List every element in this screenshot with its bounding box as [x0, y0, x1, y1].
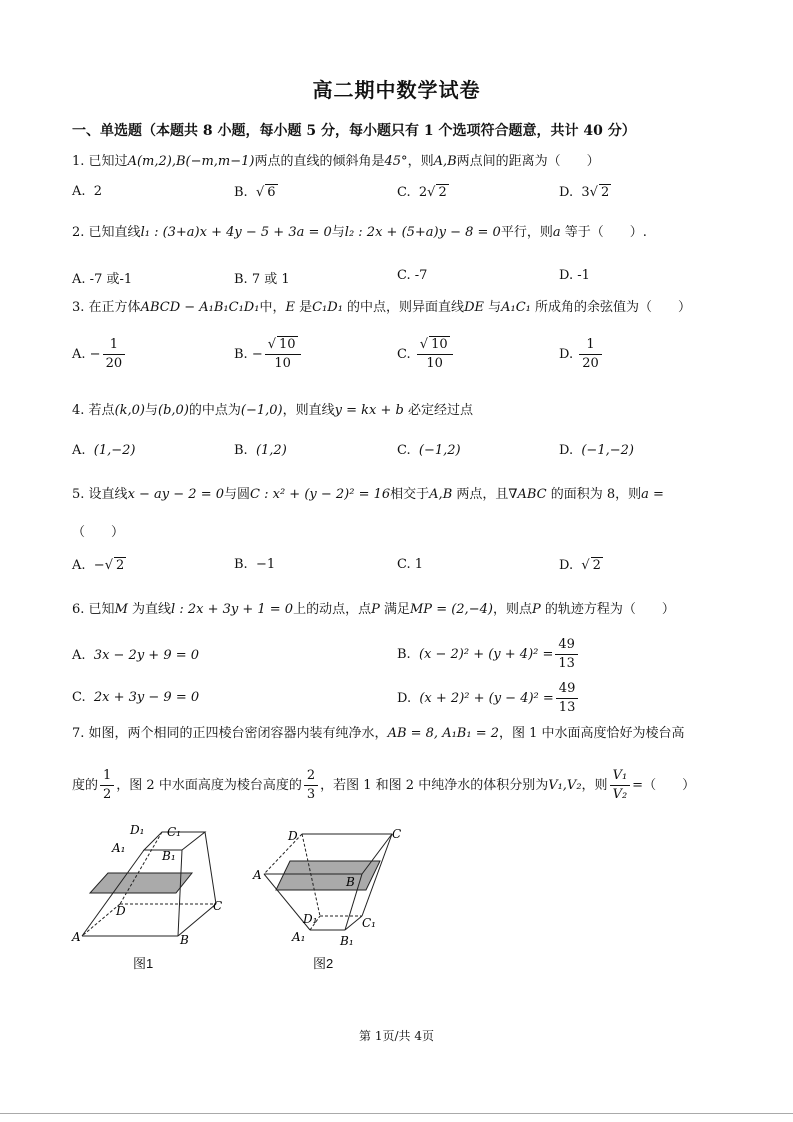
figure-2-caption: 图2	[313, 956, 334, 971]
fig1-label-d1: D₁	[130, 823, 145, 837]
q6-option-a[interactable]: A. 3x − 2y + 9 = 0	[72, 648, 200, 663]
q5-option-c[interactable]: C. 1	[397, 557, 424, 572]
q2-option-d[interactable]: D. -1	[559, 268, 590, 283]
q4-option-c[interactable]: C. (−1,2)	[397, 443, 461, 458]
page-title: 高二期中数学试卷	[312, 78, 481, 102]
q2-option-c[interactable]: C. -7	[397, 268, 428, 283]
q3-option-b[interactable]: B. − $\frac{√ 10}{10}$	[234, 336, 303, 373]
question-6: 6. 已知M 为直线l : 2x + 3y + 1 = 0上的动点，点P 满足MP = (2,−4)，则点P 的轨迹方程为（ ）	[72, 602, 675, 617]
question-3: 3. 在正方体ABCD − A₁B₁C₁D₁中，E 是C₁D₁ 的中点，则异面直线DE 与A₁C₁ 所成角的余弦值为（ ）	[72, 300, 692, 315]
fig2-label-c1: C₁	[362, 916, 376, 930]
q3-option-a[interactable]: A. − $\frac{1}{20}$	[72, 336, 127, 373]
q3-option-c[interactable]: C. $\frac{√ 10}{10}$	[397, 336, 455, 373]
fig2-label-d: D	[288, 829, 298, 843]
section-heading: 一、单选题（本题共 8 小题，每小题 5 分，每小题只有 1 个选项符合题意，共计 40 分）	[72, 123, 636, 139]
fig1-label-b: B	[180, 933, 189, 947]
fig2-label-b: B	[346, 875, 355, 889]
q5-paren: （ ）	[72, 525, 125, 540]
q6-option-b[interactable]: B. (x − 2)² + (y + 4)² = $\frac{49}{13}$	[397, 636, 580, 673]
q4-option-a[interactable]: A. (1,−2)	[72, 443, 136, 458]
q2-option-b[interactable]: B. 7 或 1	[234, 272, 290, 287]
fig1-water-surface	[90, 873, 192, 893]
question-5: 5. 设直线x − ay − 2 = 0与圆C : x² + (y − 2)² = 16相交于A,B 两点，且∇ABC 的面积为 8，则a =	[72, 487, 664, 502]
fig2-label-d1: D₁	[303, 912, 318, 926]
figure-1-caption: 图1	[133, 956, 154, 971]
q4-option-b[interactable]: B. (1,2)	[234, 443, 287, 458]
q4-option-d[interactable]: D. (−1,−2)	[559, 443, 634, 458]
question-4: 4. 若点(k,0)与(b,0)的中点为(−1,0)，则直线y = kx + b 必定经过点	[72, 403, 473, 418]
figure-2-frustum	[250, 820, 410, 950]
q1-option-d[interactable]: D. 3√ 2	[559, 185, 610, 200]
fig2-label-a: A	[253, 868, 262, 882]
q1-option-b[interactable]: B. √ 6	[234, 185, 276, 200]
q5-option-b[interactable]: B. −1	[234, 557, 276, 572]
fig2-label-a1: A₁	[292, 930, 306, 944]
question-2: 2. 已知直线l₁ : (3+a)x + 4y − 5 + 3a = 0与l₂ : 2x + (5+a)y − 8 = 0平行，则a 等于（ ）.	[72, 225, 647, 240]
q1-option-c[interactable]: C. 2√ 2	[397, 185, 447, 200]
q5-option-a[interactable]: A. −√ 2	[72, 558, 125, 573]
q6-option-c[interactable]: C. 2x + 3y − 9 = 0	[72, 690, 200, 705]
question-7-line2: 度的 $\frac{1}{2}$ ，图 2 中水面高度为棱台高度的 $\frac{2}{3}$ ，若图 1 和图 2 中纯净水的体积分别为V₁,V₂，则 $\frac{\text{V₁}}{\text{V₂}}$ =（ ）	[72, 768, 696, 802]
question-7-line1: 7. 如图，两个相同的正四棱台密闭容器内装有纯净水，AB = 8, A₁B₁ = 2，图 1 中水面高度恰好为棱台高	[72, 726, 685, 741]
fig1-label-a: A	[72, 930, 81, 944]
question-1: 1. 已知过A(m,2),B(−m,m−1)两点的直线的倾斜角是45°，则A,B两点间的距离为（ ）	[72, 154, 600, 169]
q3-option-d[interactable]: D. $\frac{1}{20}$	[559, 336, 604, 373]
q5-option-d[interactable]: D. √ 2	[559, 558, 601, 573]
fig2-label-c: C	[392, 827, 402, 841]
fig2-water-surface	[276, 861, 380, 890]
fig2-label-b1: B₁	[340, 934, 354, 948]
bottom-divider	[0, 1113, 793, 1114]
q6-option-d[interactable]: D. (x + 2)² + (y − 4)² = $\frac{49}{13}$	[397, 680, 580, 717]
q2-option-a[interactable]: A. -7 或-1	[72, 272, 133, 287]
fig1-label-d: D	[116, 904, 126, 918]
fig1-label-c1: C₁	[167, 825, 181, 839]
fig1-label-c: C	[213, 899, 223, 913]
q1-option-a[interactable]: A. 2	[72, 184, 103, 199]
figure-1-frustum	[70, 820, 230, 950]
page-footer: 第 1页/共 4页	[359, 1029, 434, 1043]
fig1-label-a1: A₁	[112, 841, 126, 855]
fig1-label-b1: B₁	[162, 849, 176, 863]
